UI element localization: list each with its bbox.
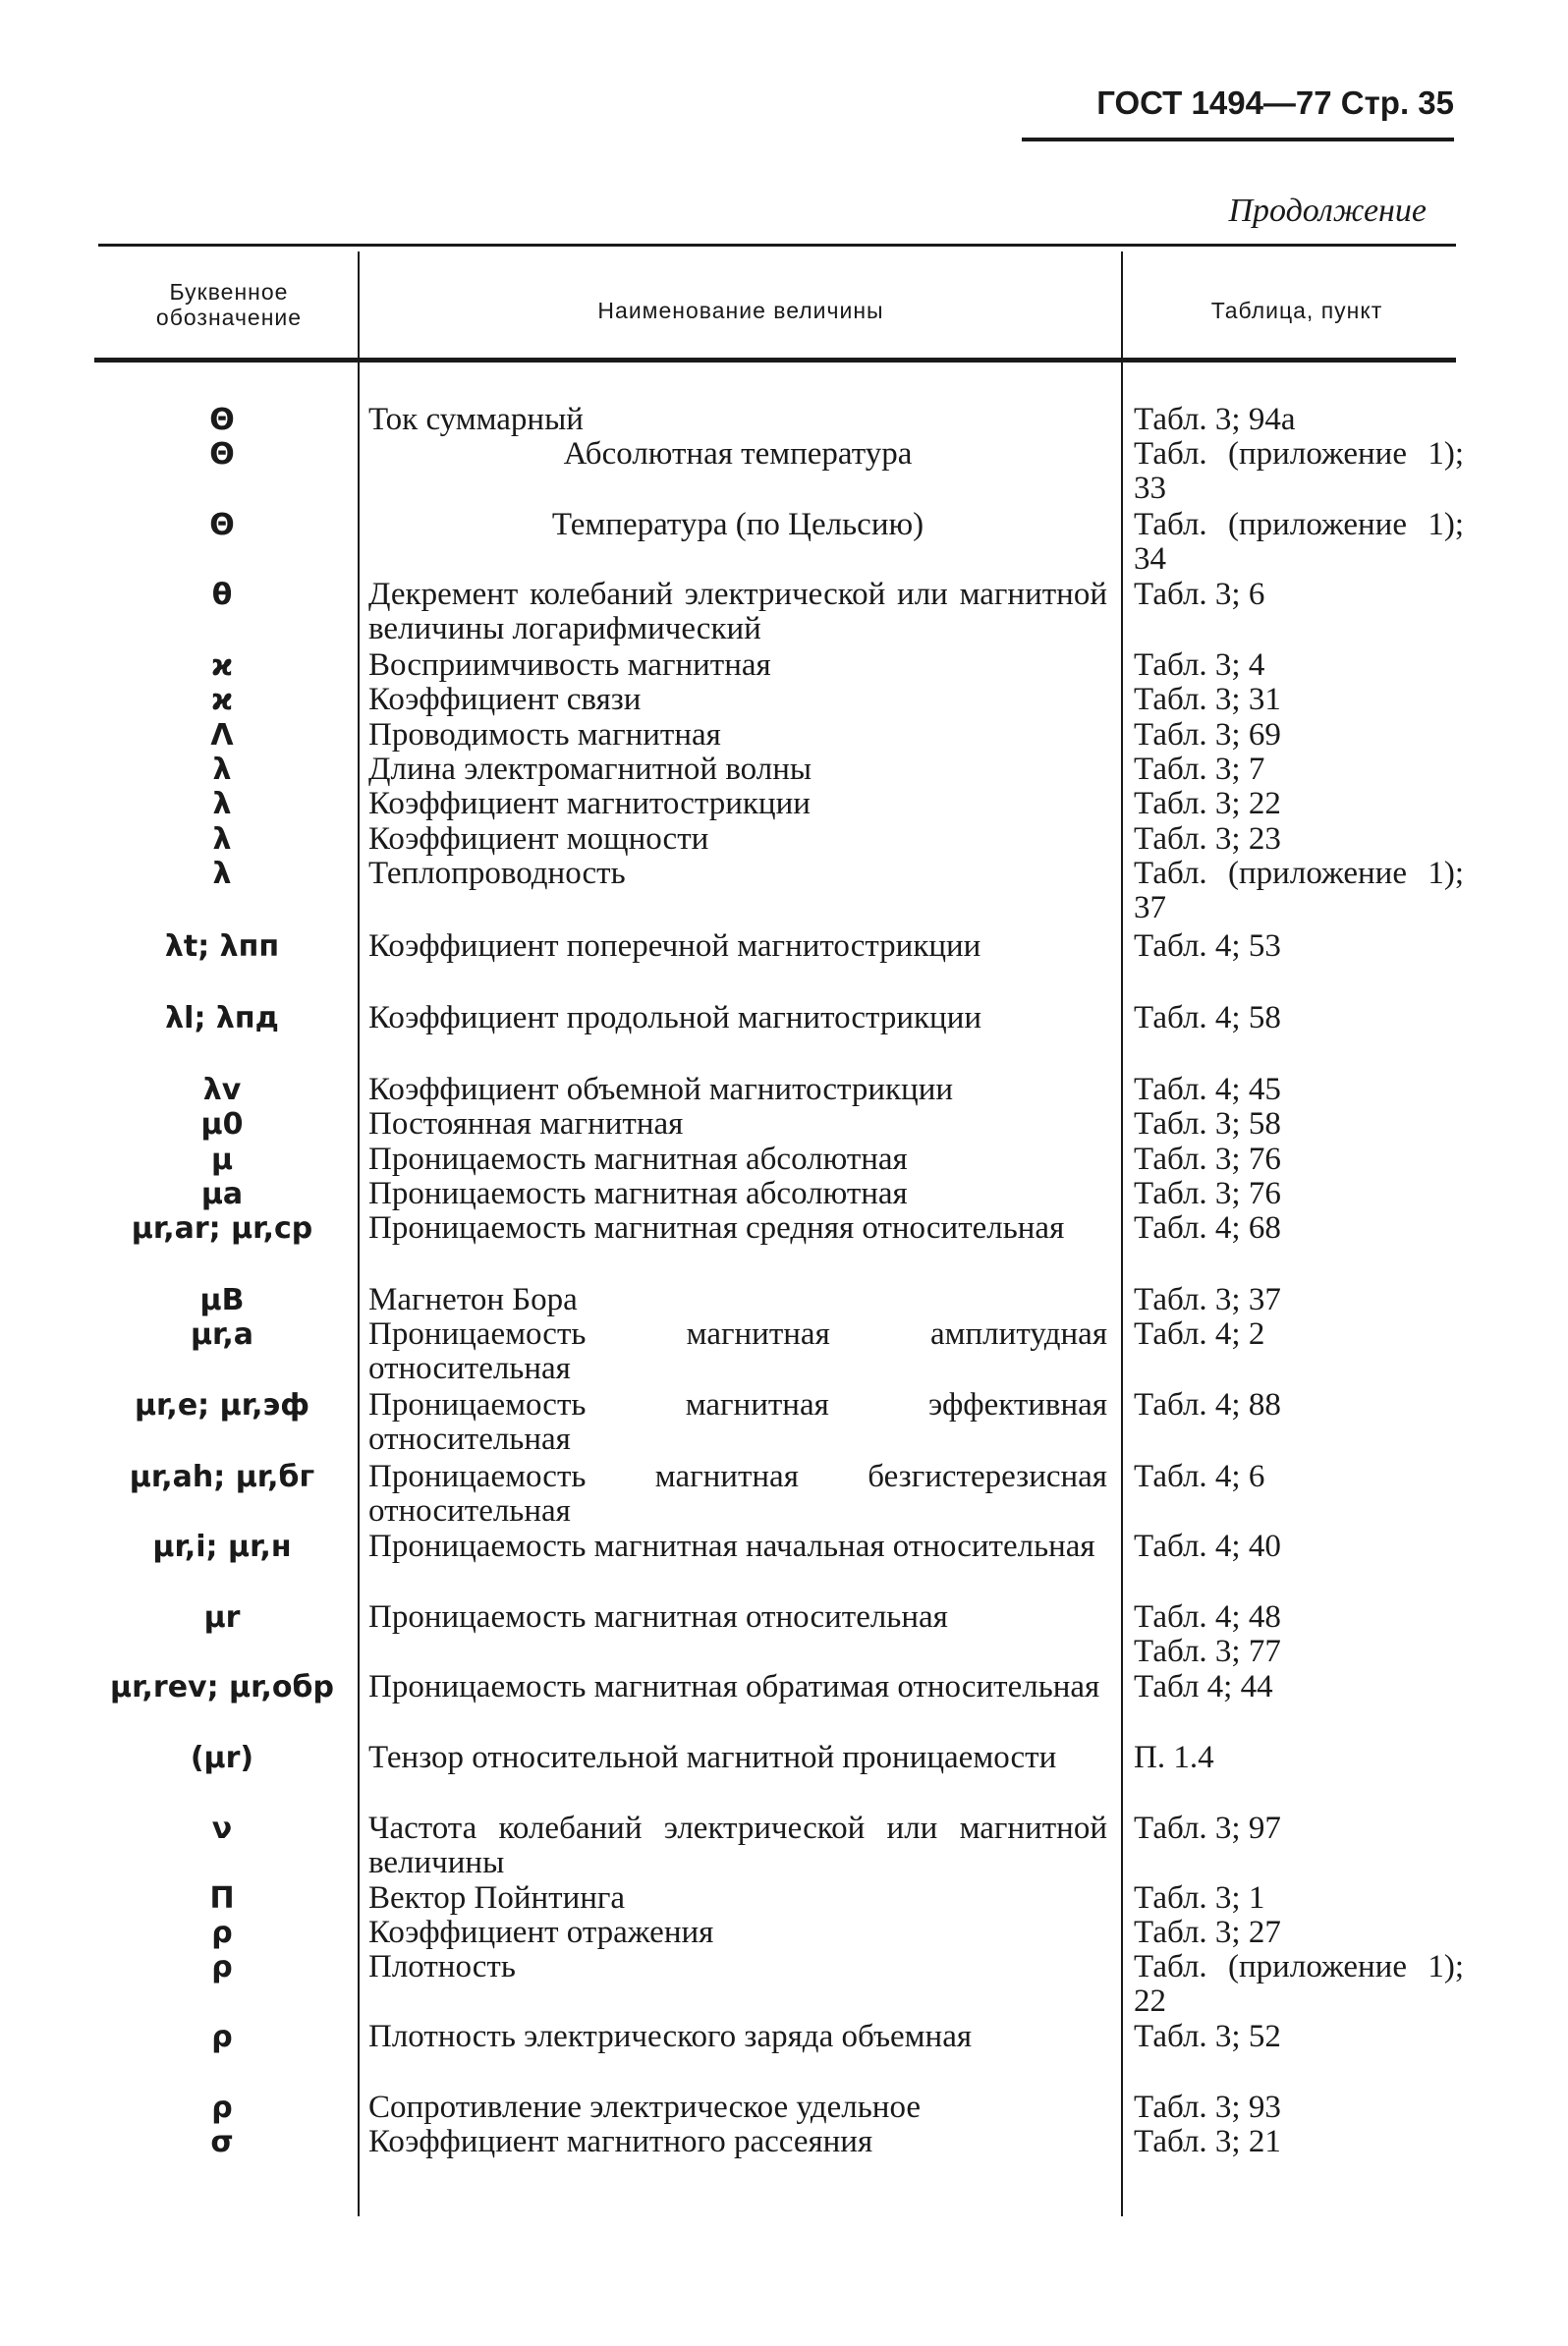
reference-cell: Табл. 4; 6 [1134, 1459, 1265, 1494]
column-header-reference: Таблица, пункт [1210, 298, 1383, 323]
symbol-cell: μB [199, 1283, 245, 1317]
quantity-name-cell: Проницаемость магнитная абсолютная [368, 1142, 908, 1177]
symbol-cell: ρ [211, 1916, 233, 1950]
symbol-cell: λ [212, 857, 232, 891]
quantity-name-cell: Вектор Пойнтинга [368, 1880, 626, 1916]
symbol-cell: Θ [209, 403, 235, 437]
quantity-name-cell: Проводимость магнитная [368, 717, 721, 753]
symbol-cell: μr [203, 1600, 241, 1635]
quantity-name-cell: Температура (по Цельсию) [551, 507, 924, 542]
quantity-name-cell: Проницаемость магнитная начальная относительная [368, 1529, 1095, 1564]
symbol-cell: ρ [211, 2091, 233, 2125]
reference-cell: Табл. 3; 23 [1134, 821, 1281, 857]
symbol-cell: Θ [209, 508, 235, 542]
quantity-name-cell: Коэффициент магнитострикции [368, 786, 811, 821]
quantity-name-cell: Декремент колебаний электрической или магнитной величины логарифмический [368, 577, 1107, 646]
symbol-cell: ρ [211, 2020, 233, 2054]
reference-cell: Табл. 3; 76 [1134, 1176, 1281, 1211]
reference-cell: Табл. 4; 40 [1134, 1529, 1281, 1564]
quantity-name-cell: Коэффициент магнитного рассеяния [368, 2124, 873, 2159]
reference-cell: Табл. 4; 48 Табл. 3; 77 [1134, 1599, 1281, 1669]
quantity-name-cell: Восприимчивость магнитная [368, 647, 771, 683]
symbol-cell: μr,ar; μr,ср [131, 1211, 313, 1246]
symbol-cell: (μr) [190, 1741, 254, 1775]
reference-cell: Табл. 3; 4 [1134, 647, 1265, 683]
symbol-cell: λv [202, 1073, 242, 1107]
reference-cell: Табл. 3; 97 [1134, 1811, 1281, 1846]
quantity-name-cell: Сопротивление электрическое удельное [368, 2090, 922, 2125]
symbol-cell: λ [212, 753, 232, 787]
reference-cell: Табл. 4; 45 [1134, 1072, 1281, 1107]
symbol-cell: Π [209, 1881, 235, 1916]
reference-cell: Табл. (приложение 1); 22 [1134, 1949, 1464, 2019]
reference-cell: Табл. 3; 7 [1134, 752, 1265, 787]
symbol-cell: Θ [209, 437, 235, 472]
quantity-name-cell: Плотность электрического заряда объемная [368, 2019, 973, 2054]
quantity-name-cell: Коэффициент объемной магнитострикции [368, 1072, 954, 1107]
symbol-cell: λt; λпп [164, 929, 280, 964]
reference-cell: Табл. 3; 27 [1134, 1915, 1281, 1950]
reference-cell: Табл. (приложение 1); 37 [1134, 856, 1464, 925]
reference-cell: П. 1.4 [1134, 1740, 1214, 1775]
reference-cell: Табл. 4; 68 [1134, 1210, 1281, 1246]
quantity-name-cell: Магнетон Бора [368, 1282, 578, 1317]
quantity-name-cell: Абсолютная температура [563, 436, 913, 472]
quantity-name-cell: Постоянная магнитная [368, 1106, 684, 1142]
quantity-name-cell: Плотность [368, 1949, 516, 1984]
reference-cell: Табл. 3; 22 [1134, 786, 1281, 821]
quantity-name-cell: Проницаемость магнитная абсолютная [368, 1176, 908, 1211]
quantity-name-cell: Проницаемость магнитная амплитудная относительная [368, 1316, 1107, 1386]
quantity-name-cell: Коэффициент мощности [368, 821, 709, 857]
quantity-name-cell: Частота колебаний электрической или магнитной величины [368, 1811, 1107, 1880]
column-header-symbol: Буквенное обозначение [155, 279, 303, 330]
symbol-cell: μa [200, 1177, 244, 1211]
symbol-cell: μr,e; μr,эф [134, 1388, 310, 1423]
reference-cell: Табл. 4; 2 [1134, 1316, 1265, 1352]
quantity-name-cell: Проницаемость магнитная обратимая относительная [368, 1669, 1100, 1704]
quantity-name-cell: Проницаемость магнитная средняя относительная [368, 1210, 1065, 1246]
reference-cell: Табл. 3; 37 [1134, 1282, 1281, 1317]
reference-cell: Табл 4; 44 [1134, 1669, 1273, 1704]
standard-page-label: ГОСТ 1494—77 Стр. 35 [1096, 84, 1454, 121]
quantity-name-cell: Ток суммарный [368, 402, 584, 437]
quantity-name-cell: Проницаемость магнитная эффективная относительная [368, 1387, 1107, 1457]
symbol-cell: ϰ [210, 683, 234, 717]
reference-cell: Табл. 3; 21 [1134, 2124, 1281, 2159]
symbol-cell: λl; λпд [165, 1001, 279, 1035]
column-header-name: Наименование величины [597, 298, 884, 323]
symbol-cell: σ [210, 2125, 234, 2159]
quantity-name-cell: Коэффициент отражения [368, 1915, 714, 1950]
quantity-name-cell: Теплопроводность [368, 856, 626, 891]
reference-cell: Табл. 3; 93 [1134, 2090, 1281, 2125]
symbol-cell: Λ [210, 718, 234, 753]
reference-cell: Табл. 3; 58 [1134, 1106, 1281, 1142]
symbol-cell: ρ [211, 1950, 233, 1984]
quantity-name-cell: Коэффициент поперечной магнитострикции [368, 928, 981, 964]
quantity-name-cell: Коэффициент продольной магнитострикции [368, 1000, 982, 1035]
quantity-name-cell: Тензор относительной магнитной проницаемости [368, 1740, 1057, 1775]
symbol-cell: λ [212, 822, 232, 857]
quantity-name-cell: Проницаемость магнитная безгистерезисная относительная [368, 1459, 1107, 1529]
reference-cell: Табл. 3; 69 [1134, 717, 1281, 753]
reference-cell: Табл. 4; 58 [1134, 1000, 1281, 1035]
symbol-cell: μ [210, 1143, 234, 1177]
quantity-name-cell: Длина электромагнитной волны [368, 752, 812, 787]
symbol-cell: λ [212, 787, 232, 821]
reference-cell: Табл. 3; 31 [1134, 682, 1281, 717]
symbol-cell: ϰ [210, 648, 234, 683]
reference-cell: Табл. (приложение 1); 34 [1134, 507, 1464, 577]
reference-cell: Табл. 3; 1 [1134, 1880, 1265, 1916]
reference-cell: Табл. 3; 6 [1134, 577, 1265, 612]
reference-cell: Табл. 3; 52 [1134, 2019, 1281, 2054]
symbol-cell: μr,ah; μr,бг [129, 1460, 315, 1494]
symbol-cell: μr,a [190, 1317, 254, 1352]
reference-cell: Табл. 3; 76 [1134, 1142, 1281, 1177]
reference-cell: Табл. (приложение 1); 33 [1134, 436, 1464, 506]
symbol-cell: μ0 [200, 1107, 244, 1142]
continuation-label: Продолжение [1228, 193, 1427, 229]
reference-cell: Табл. 4; 88 [1134, 1387, 1281, 1423]
symbol-cell: μr,rev; μr,обр [110, 1670, 334, 1704]
reference-cell: Табл. 4; 53 [1134, 928, 1281, 964]
reference-cell: Табл. 3; 94а [1134, 402, 1296, 437]
symbol-cell: μr,i; μr,н [152, 1530, 292, 1564]
quantity-name-cell: Проницаемость магнитная относительная [368, 1599, 948, 1635]
symbol-cell: θ [211, 578, 233, 612]
symbol-cell: ν [211, 1812, 233, 1846]
quantity-name-cell: Коэффициент связи [368, 682, 642, 717]
